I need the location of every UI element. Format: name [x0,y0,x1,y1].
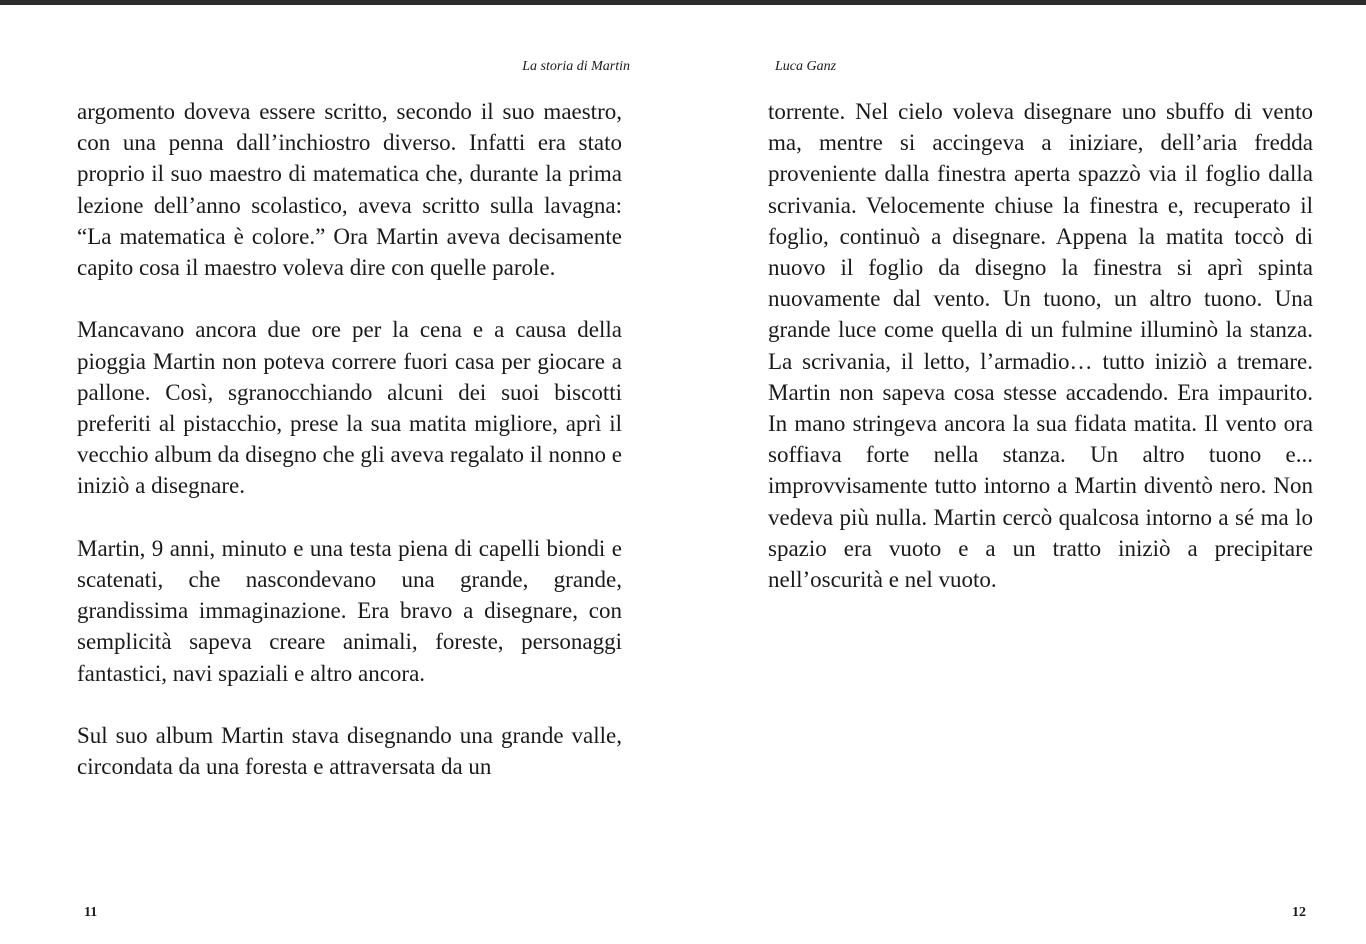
left-page-body [77,96,622,814]
right-page [683,0,1366,944]
paragraph: argomento doveva essere scritto, secondo il suo maestro, con una penna dall’inchiostro diverso. Infatti era stato proprio il suo maestro di matematica che, durante la prima lezione dell’anno scolastico, aveva scritto sulla lavagna: “La matematica è colore.” Ora Martin aveva decisamente capito cosa il maestro voleva dire con quelle parole. [77,99,622,281]
page-number-left: 11 [84,905,98,920]
paragraph: Sul suo album Martin stava disegnando una grande valle, circondata da una foresta e attraversata da un [77,723,622,780]
paragraph: Martin, 9 anni, minuto e una testa piena di capelli biondi e scatenati, che nascondevano una grande, grande, grandissima immaginazione. Era bravo a disegnare, con semplicità sapeva creare animali, foreste, personaggi fantastici, navi spaziali e altro ancora. [77,535,622,686]
right-page-body [768,96,1313,626]
running-header-title: La storia di Martin [522,59,630,74]
page-number-right: 12 [1292,905,1306,920]
paragraph: Mancavano ancora due ore per la cena e a causa della pioggia Martin non poteva correre fuori casa per giocare a pallone. Così, sgranocchiando alcuni dei suoi biscotti preferiti al pistacchio, prese la sua matita migliore, aprì il vecchio album da disegno che gli aveva regalato il nonno e iniziò a disegnare. [77,317,622,499]
running-header-author: Luca Ganz [775,59,837,74]
paragraph: torrente. Nel cielo voleva disegnare uno sbuffo di vento ma, mentre si accingeva a iniziare, dell’aria fredda proveniente dalla finestra aperta spazzò via il foglio dalla scrivania. Velocemente chiuse la finestra e, recuperato il foglio, continuò a disegnare. Appena la matita toccò di nuovo il foglio da disegno la finestra si aprì spinta nuovamente dal vento. Un tuono, un altro tuono. Una grande luce come quella di un fulmine illuminò la stanza. La scrivania, il letto, l’armadio… tutto iniziò a tremare. Martin non sapeva cosa stesse accadendo. Era impaurito. In mano stringeva ancora la sua fidata matita. Il vento ora soffiava forte nella stanza. Un altro tuono e... improvvisamente tutto intorno a Martin diventò nero. Non vedeva più nulla. Martin cercò qualcosa intorno a sé ma lo spazio era vuoto e a un tratto iniziò a precipitare nell’oscurità e nel vuoto. [768,99,1313,593]
